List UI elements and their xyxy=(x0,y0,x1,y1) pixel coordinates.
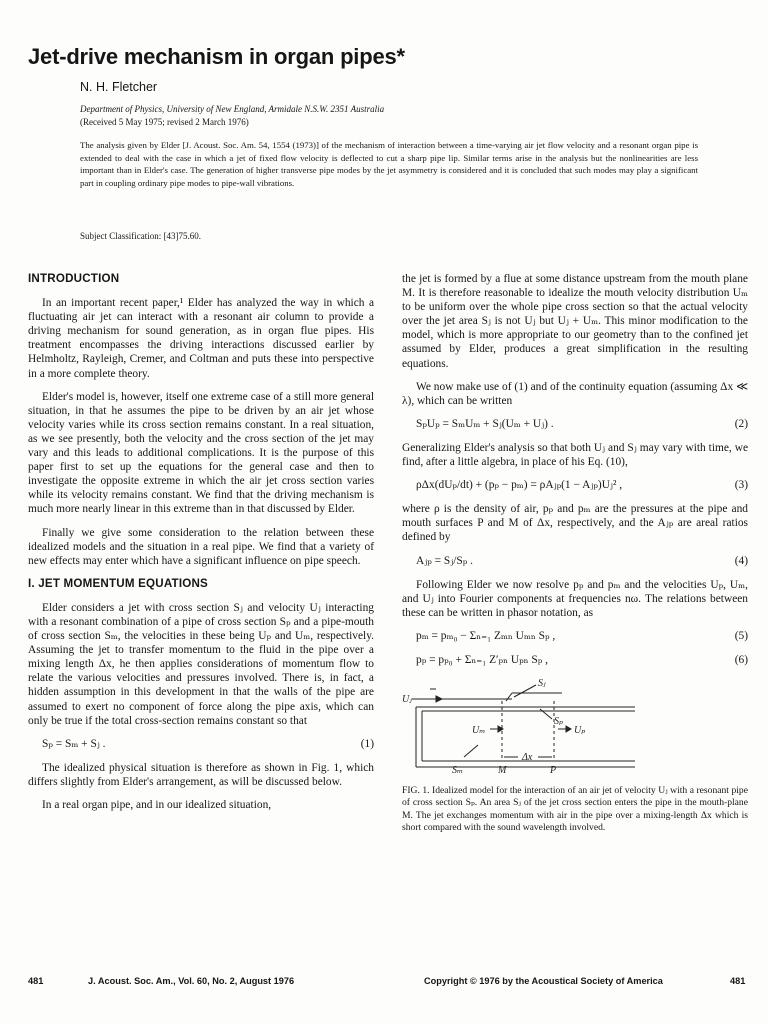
label-sp: Sₚ xyxy=(554,716,563,728)
jet-arrow-head xyxy=(436,696,442,702)
footer-copyright: Copyright © 1976 by the Acoustical Society of America xyxy=(424,976,663,986)
footer-page-right: 481 xyxy=(730,976,746,986)
equation-2-number: (2) xyxy=(734,417,748,430)
label-up: Uₚ xyxy=(574,725,586,737)
equation-3-body: ρΔx(dUₚ/dt) + (pₚ − pₘ) = ρAⱼₚ(1 − Aⱼₚ)Uⱼ² , xyxy=(416,479,623,492)
footer-journal: J. Acoust. Soc. Am., Vol. 60, No. 2, August 1976 xyxy=(88,976,295,986)
label-uj: Uⱼ xyxy=(402,694,412,706)
up-arrow-head xyxy=(566,726,571,732)
intro-heading: INTRODUCTION xyxy=(28,272,120,285)
label-p: P xyxy=(550,765,557,776)
lip-edge xyxy=(506,693,512,701)
equation-5-number: (5) xyxy=(734,629,748,642)
equation-3 xyxy=(402,478,748,492)
right-paragraph-1: the jet is formed by a flue at some distance upstream from the mouth plane M. It is therefore reasonable to idealize the mouth velocity distribution Uₘ to be uniform over the whole pipe cross section so that the actual velocity over the jet area Sⱼ is not Uⱼ but Uⱼ + Uₘ. This minor modification to the model, which is more appropriate to our geometry than to the confined jet assumed by Elder, produces a great simplification in the resulting equations. xyxy=(402,273,748,370)
section-1-paragraph-2: The idealized physical situation is therefore as shown in Fig. 1, which differs slightly from Elder's arrangement, as will be discussed below. xyxy=(28,761,374,788)
equation-6-number: (6) xyxy=(734,653,748,666)
sm-leader xyxy=(464,745,478,757)
right-paragraph-2: We now make use of (1) and of the continuity equation (assuming Δx ≪ λ), which can be written xyxy=(402,380,748,407)
label-m: M xyxy=(498,765,507,776)
equation-2 xyxy=(402,417,748,431)
intro-paragraph-2: Elder's model is, however, itself one extreme case of a still more general situation, in that he assumes the pipe to be driven by an air jet whose velocity varies while its cross section remains constant. In a real situation, as we see presently, both the velocity and the cross section of the jet may vary and this leads to additional complications. It is the purpose of this paper first to set up the equations for the general case and then to investigate the opposite extreme in which the air jet cross section varies while its velocity remains constant. We find that the driving mechanism is much more nearly linear in this extreme than in that discussed by Elder. xyxy=(28,390,374,516)
equation-4 xyxy=(402,554,748,568)
equation-4-body: Aⱼₚ = Sⱼ/Sₚ . xyxy=(416,554,474,567)
footer-page-left: 481 xyxy=(28,976,44,986)
figure-1 xyxy=(402,677,748,779)
author-name: N. H. Fletcher xyxy=(80,80,158,94)
received-dates: (Received 5 May 1975; revised 2 March 1976) xyxy=(80,117,249,127)
figure-1-caption: FIG. 1. Idealized model for the interaction of an air jet of velocity Uⱼ with a resonant pipe of cross section Sₚ. An area Sⱼ of the jet cross section enters the pipe in the mouth-plane M. The jet exchanges momentum with air in the pipe over a mixing-length Δx which is short compared with the sound wavelength involved. xyxy=(402,785,748,833)
label-sj: Sⱼ xyxy=(538,678,546,690)
figure-1-diagram xyxy=(402,677,642,775)
label-dx: Δx xyxy=(522,752,533,764)
equation-4-number: (4) xyxy=(734,554,748,567)
abstract: The analysis given by Elder [J. Acoust. Soc. Am. 54, 1554 (1973)] of the mechanism of interaction between a time-varying air jet flow velocity and a resonant organ pipe is extended to deal with the case in which a jet of fixed flow velocity is deflected to cut a sharp pipe lip. Similar terms arise in the analysis but the nonlinearities are less important than in Elder's case. The generation of higher transverse pipe modes by the jet asymmetry is considered and it is concluded that such modes may play a significant part in coupling ordinary pipe modes to pipe-wall vibrations. xyxy=(80,140,698,188)
affiliation: Department of Physics, University of New England, Armidale N.S.W. 2351 Australia xyxy=(80,104,385,114)
right-paragraph-5: Following Elder we now resolve pₚ and pₘ and the velocities Uₚ, Uₘ, and Uⱼ into Fourier components at frequencies nω. The relations between these can be written in phasor notation, as xyxy=(402,578,748,619)
label-sm: Sₘ xyxy=(452,765,464,776)
section-1-heading: I. JET MOMENTUM EQUATIONS xyxy=(28,576,208,590)
equation-3-number: (3) xyxy=(734,479,748,492)
equation-1-number: (1) xyxy=(360,737,374,750)
left-column xyxy=(28,272,374,821)
right-column xyxy=(402,272,748,843)
right-paragraph-3: Generalizing Elder's analysis so that both Uⱼ and Sⱼ may vary with time, we find, after a little algebra, in place of his Eq. (10), xyxy=(402,441,748,469)
intro-paragraph-1: In an important recent paper,¹ Elder has analyzed the way in which a fluctuating air jet can interact with a resonant air column to provide a driving mechanism for sound generation, as in organ flue pipes. His treatment encompasses the driving interactions discussed earlier by Helmholtz, Rayleigh, Cremer, and Coltman and puts these into perspective in a more complete theory. xyxy=(28,297,374,380)
intro-paragraph-3: Finally we give some consideration to the relation between these idealized models and the situation in a real pipe. We find that a variety of new effects may enter which have a significant influence on pipe speech. xyxy=(28,526,374,567)
equation-5-body: pₘ = pₘ₀ − Σₙ₌₁ Zₘₙ Uₘₙ Sₚ , xyxy=(416,629,556,642)
equation-1-body: Sₚ = Sₘ + Sⱼ . xyxy=(42,737,106,750)
equation-1 xyxy=(28,737,374,751)
equation-6-body: pₚ = pₚ₀ + Σₙ₌₁ Z′ₚₙ Uₚₙ Sₚ , xyxy=(416,653,549,666)
subject-classification: Subject Classification: [43]75.60. xyxy=(80,231,201,241)
right-paragraph-4: where ρ is the density of air, pₚ and pₘ are the pressures at the pipe and mouth surfaces P and M of Δx, respectively, and the Aⱼₚ are areal ratios defined by xyxy=(402,503,748,544)
equation-2-body: SₚUₚ = SₘUₘ + Sⱼ(Uₘ + Uⱼ) . xyxy=(416,417,554,430)
paper-title: Jet-drive mechanism in organ pipes* xyxy=(28,44,405,69)
sj-leader xyxy=(514,685,536,697)
equation-6 xyxy=(402,653,748,667)
equation-5 xyxy=(402,629,748,643)
section-1-paragraph-1: Elder considers a jet with cross section Sⱼ and velocity Uⱼ interacting with a resonant combination of a pipe of cross section Sₚ and a pipe-mouth of cross section Sₘ, the velocities in these being Uₚ and Uₘ, respectively. Assuming the jet to transfer momentum to the fluid in the pipe over a mixing length Δx, he then applies considerations of momentum flow to relate the various velocities and pressures involved. There is, in fact, a hidden assumption in this development in that the walls of the pipe are assumed to exert no component of force along the pipe axis, which can only be true if the total cross-section remains constant so that xyxy=(28,601,374,727)
section-1-paragraph-3: In a real organ pipe, and in our idealized situation, xyxy=(42,799,272,811)
label-um: Uₘ xyxy=(472,725,486,737)
